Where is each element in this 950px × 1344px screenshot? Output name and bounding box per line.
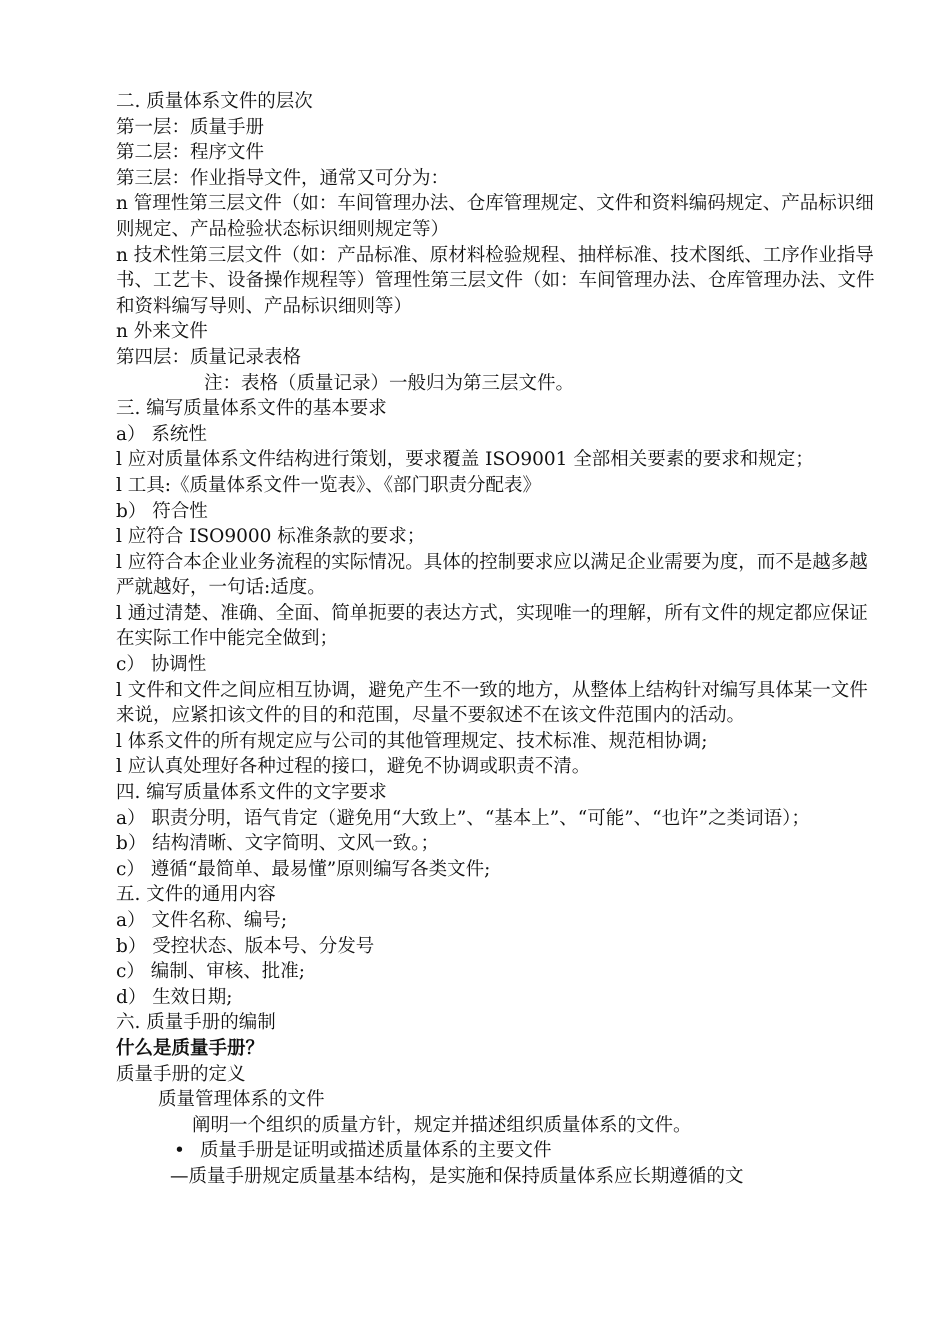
note-line: 注：表格（质量记录）一般归为第三层文件。	[204, 372, 575, 394]
list-item: a） 文件名称、编号;	[116, 910, 288, 931]
text-line: —质量手册规定质量基本结构，是实施和保持质量体系应长期遵循的文	[170, 1165, 744, 1187]
list-item: d） 生效日期;	[116, 986, 233, 1008]
list-item: c） 编制、审核、批准;	[116, 961, 305, 983]
section-heading: 三. 编写质量体系文件的基本要求	[116, 398, 387, 420]
text-line: 第二层：程序文件	[116, 142, 265, 164]
list-item: l 通过清楚、准确、全面、简单扼要的表达方式，实现唯一的理解，所有文件的规定都应保证在实际工作中能完全做到；	[116, 602, 868, 650]
list-item: l 文件和文件之间应相互协调，避免产生不一致的地方，从整体上结构针对编写具体某一文件来说，应紧扣该文件的目的和范围，尽量不要叙述不在该文件范围内的活动。	[116, 679, 868, 727]
list-item: n 管理性第三层文件（如：车间管理办法、仓库管理规定、文件和资料编码规定、产品标识细则规定、产品检验状态标识细则规定等）	[116, 193, 874, 240]
list-item: a） 职责分明，语气肯定（避免用“大致上”、“基本上”、“可能”、“也许”之类词语）；	[116, 807, 810, 829]
subheading: a） 系统性	[116, 423, 207, 445]
section-heading: 二. 质量体系文件的层次	[116, 91, 313, 112]
text-line: 质量管理体系的文件	[158, 1089, 325, 1111]
list-item: c） 遵循“最简单、最易懂”原则编写各类文件;	[116, 858, 491, 880]
subheading: b） 符合性	[116, 500, 208, 522]
list-item: l 应符合 ISO9000 标准条款的要求；	[116, 526, 426, 548]
section-heading: 五. 文件的通用内容	[116, 884, 276, 906]
bullet-item	[116, 1138, 880, 1164]
list-item: b） 受控状态、版本号、分发号	[116, 935, 375, 957]
text-line: 第三层：作业指导文件，通常又可分为：	[116, 167, 450, 189]
list-item: l 工具:《质量体系文件一览表》、《部门职责分配表》	[116, 474, 542, 496]
section-heading: 四. 编写质量体系文件的文字要求	[116, 782, 387, 804]
list-item: n 技术性第三层文件（如：产品标准、原材料检验规程、抽样标准、技术图纸、工序作业指导书、工艺卡、设备操作规程等）管理性第三层文件（如：车间管理办法、仓库管理办法、文件和资料编写导则、产品标识细则等）	[116, 244, 875, 317]
subheading: c） 协调性	[116, 654, 207, 676]
list-item: l 应认真处理好各种过程的接口，避免不协调或职责不清。	[116, 756, 591, 778]
text-line: 阐明一个组织的质量方针，规定并描述组织质量体系的文件。	[192, 1114, 692, 1136]
bold-heading: 什么是质量手册？	[116, 1037, 265, 1059]
list-item: l 应对质量体系文件结构进行策划，要求覆盖 ISO9001 全部相关要素的要求和规定；	[116, 449, 814, 471]
text-line: 质量手册的定义	[116, 1063, 246, 1085]
bullet-text: 质量手册是证明或描述质量体系的主要文件	[200, 1140, 552, 1162]
list-item: l 应符合本企业业务流程的实际情况。具体的控制要求应以满足企业需要为度，而不是越多越严就越好，一句话:适度。	[116, 551, 868, 599]
section-heading: 六. 质量手册的编制	[116, 1012, 276, 1034]
list-item: n 外来文件	[116, 321, 208, 343]
list-item: l 体系文件的所有规定应与公司的其他管理规定、技术标准、规范相协调;	[116, 730, 708, 752]
bullet-icon: •	[174, 1140, 185, 1162]
list-item: b） 结构清晰、文字简明、文风一致。；	[116, 833, 439, 855]
text-line: 第四层：质量记录表格	[116, 346, 302, 368]
text-line: 第一层：质量手册	[116, 116, 265, 138]
